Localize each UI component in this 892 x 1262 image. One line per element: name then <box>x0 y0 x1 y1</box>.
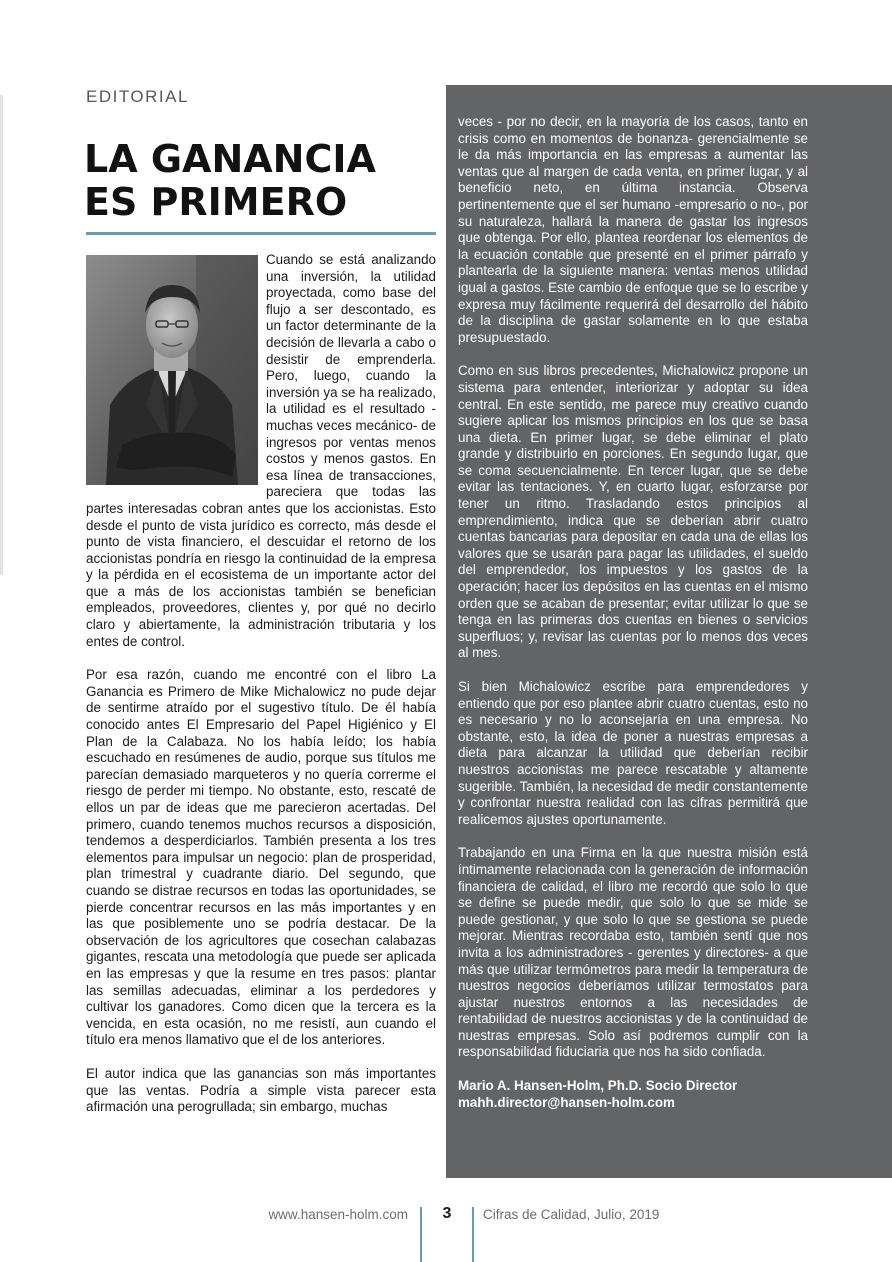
headline-line-1: LA GANANCIA <box>84 137 376 181</box>
headline-line-2: ES PRIMERO <box>84 180 348 224</box>
paragraph: Como en sus libros precedentes, Michalowicz propone un sistema para entender, interiorizar y adoptar su idea central. En este sentido, me parece muy creativo cuando sugiere aplicar los mismos principios en los que se basa una dieta. En primer lugar, se debe eliminar el plato grande y distribuirlo en porciones. En segundo lugar, que se coma secuencialmente. En tercer lugar, que se debe evitar las tentaciones. Y, en cuarto lugar, esforzarse por tener un ritmo. Trasladando estos principios al emprendimiento, indica que se deberían abrir cuatro cuentas bancarias para depositar en cada una de ellas los valores que se usarán para pagar las utilidades, el sueldo del emprendedor, los impuestos y los gastos de la operación; hacer los depósitos en las cuentas en el mismo orden que se acaban de presentar; evitar utilizar lo que se tenga en las primeras dos cuentas en bienes o servicios superfluos; y, revisar las cuentas por lo menos dos veces al mes. <box>458 363 808 661</box>
paragraph: Trabajando en una Firma en la que nuestra misión está íntimamente relacionada con la generación de información financiera de calidad, el libro me recordó que solo lo que se define se puede medir, que solo lo que se mide se puede gestionar, y que solo lo que se gestiona se puede mejorar. Mientras recordaba esto, también sentí que nos invita a los administradores - gerentes y directores- a que más que utilizar termómetros para medir la temperatura de nuestros negocios deberíamos utilizar termostatos para ajustar nuestros entornos a las necesidades de rentabilidad de nuestros accionistas y de la continuidad de nuestras empresas. Solo así podremos cumplir con la responsabilidad fiduciaria que nos ha sido confiada. <box>458 845 808 1060</box>
footer-divider <box>420 1207 422 1262</box>
footer-divider <box>472 1207 474 1262</box>
page-edge-mark <box>0 95 3 575</box>
title-underline <box>86 232 436 235</box>
signature-name: Mario A. Hansen-Holm, Ph.D. Socio Director <box>458 1078 738 1094</box>
footer-website[interactable]: www.hansen-holm.com <box>268 1207 408 1222</box>
paragraph: El autor indica que las ganancias son más importantes que las ventas. Podría a simple vista parecer esta afirmación una perogrullada; sin embargo, muchas <box>86 1065 436 1115</box>
author-signature <box>458 1078 808 1111</box>
page-number: 3 <box>442 1205 452 1222</box>
left-column <box>86 252 436 1133</box>
paragraph: veces - por no decir, en la mayoría de los casos, tanto en crisis como en momentos de bonanza- gerencialmente se le da más importancia en las empresas a aumentar las ventas que al margen de cada venta, en primer lugar, y al beneficio neto, en última instancia. Observa pertinentemente que el ser humano -empresario o no-, por su naturaleza, hallará la manera de gastar los ingresos que obtenga. Por ello, plantea reordenar los elementos de la ecuación contable que presenté en el primer párrafo y plantearla de la siguiente manera: ventas menos utilidad igual a gastos. Este cambio de enfoque que se lo escribe y expresa muy fácilmente requerirá del desarrollo del hábito de la disciplina de gastar solamente en lo que estaba presupuestado. <box>458 114 808 345</box>
signature-email[interactable]: mahh.director@hansen-holm.com <box>458 1094 675 1110</box>
paragraph: Si bien Michalowicz escribe para emprendedores y entiendo que por eso plantee abrir cuatro cuentas, esto no es necesario y no lo aconsejaría en una empresa. No obstante, esto, la idea de poner a nuestras empresas a dieta para alcanzar la utilidad que deberían recibir nuestros accionistas me parece rescatable y altamente sugerible. También, la necesidad de medir constantemente y confrontar nuestra realidad con las cifras permitirá que realicemos ajustes oportunamente. <box>458 679 808 827</box>
author-portrait <box>86 255 258 485</box>
paragraph: Por esa razón, cuando me encontré con el libro La Ganancia es Primero de Mike Michalowicz no pude dejar de sentirme atraído por el sugestivo título. De él había conocido antes El Empresario del Papel Higiénico y El Plan de la Calabaza. No los había leído; los había escuchado en resúmenes de audio, porque sus títulos me parecían demasiado marqueteros y no quería correrme el riesgo de perder mi tiempo. No obstante, esto, rescaté de ellos un par de ideas que me parecieron acertadas. Del primero, cuando tenemos muchos recursos a disposición, tendemos a desperdiciarlos. También presenta a los tres elementos para impulsar un negocio: plan de prosperidad, plan trimestral y cuadrante diario. Del segundo, que cuando se distrae recursos en todas las oportunidades, se pierde concentrar recursos en las más importantes y en las que posiblemente uno se podría destacar. De la observación de los agricultores que cosechan calabazas gigantes, rescata una metodología que puede ser aplicada en las empresas y que la resume en tres pasos: plantar las semillas adecuadas, eliminar a los perdedores y cultivar los ganadores. Como dicen que la tercera es la vencida, en esta ocasión, no me resistí, aun cuando el título era menos llamativo que el de los anteriores. <box>86 667 436 1048</box>
paragraph: Cuando se está analizando una inversión, la utilidad proyectada, como base del flujo a ser descontado, es un factor determinante de la decisión de llevarla a cabo o desistir de emprenderla. Pero, luego, cuando la inversión ya se ha realizado, la utilidad es el resultado -muchas veces mecánico- de ingresos por ventas menos costos y menos gastos. En esa línea de transacciones, pareciera que todas las partes interesadas cobran antes que los accionistas. Esto desde el punto de vista jurídico es correcto, más desde el punto de vista financiero, el descuidar el retorno de los accionistas pondría en riesgo la continuidad de la empresa y la pérdida en el ecosistema de un importante actor del que a más de los accionistas también se benefician empleados, proveedores, clientes y, por qué no decirlo claro y abiertamente, la administración tributaria y los entes de control. <box>86 252 436 649</box>
right-column-panel <box>446 85 892 1178</box>
footer-publication: Cifras de Calidad, Julio, 2019 <box>483 1207 660 1222</box>
section-label: EDITORIAL <box>86 87 189 106</box>
article-headline <box>84 138 434 224</box>
